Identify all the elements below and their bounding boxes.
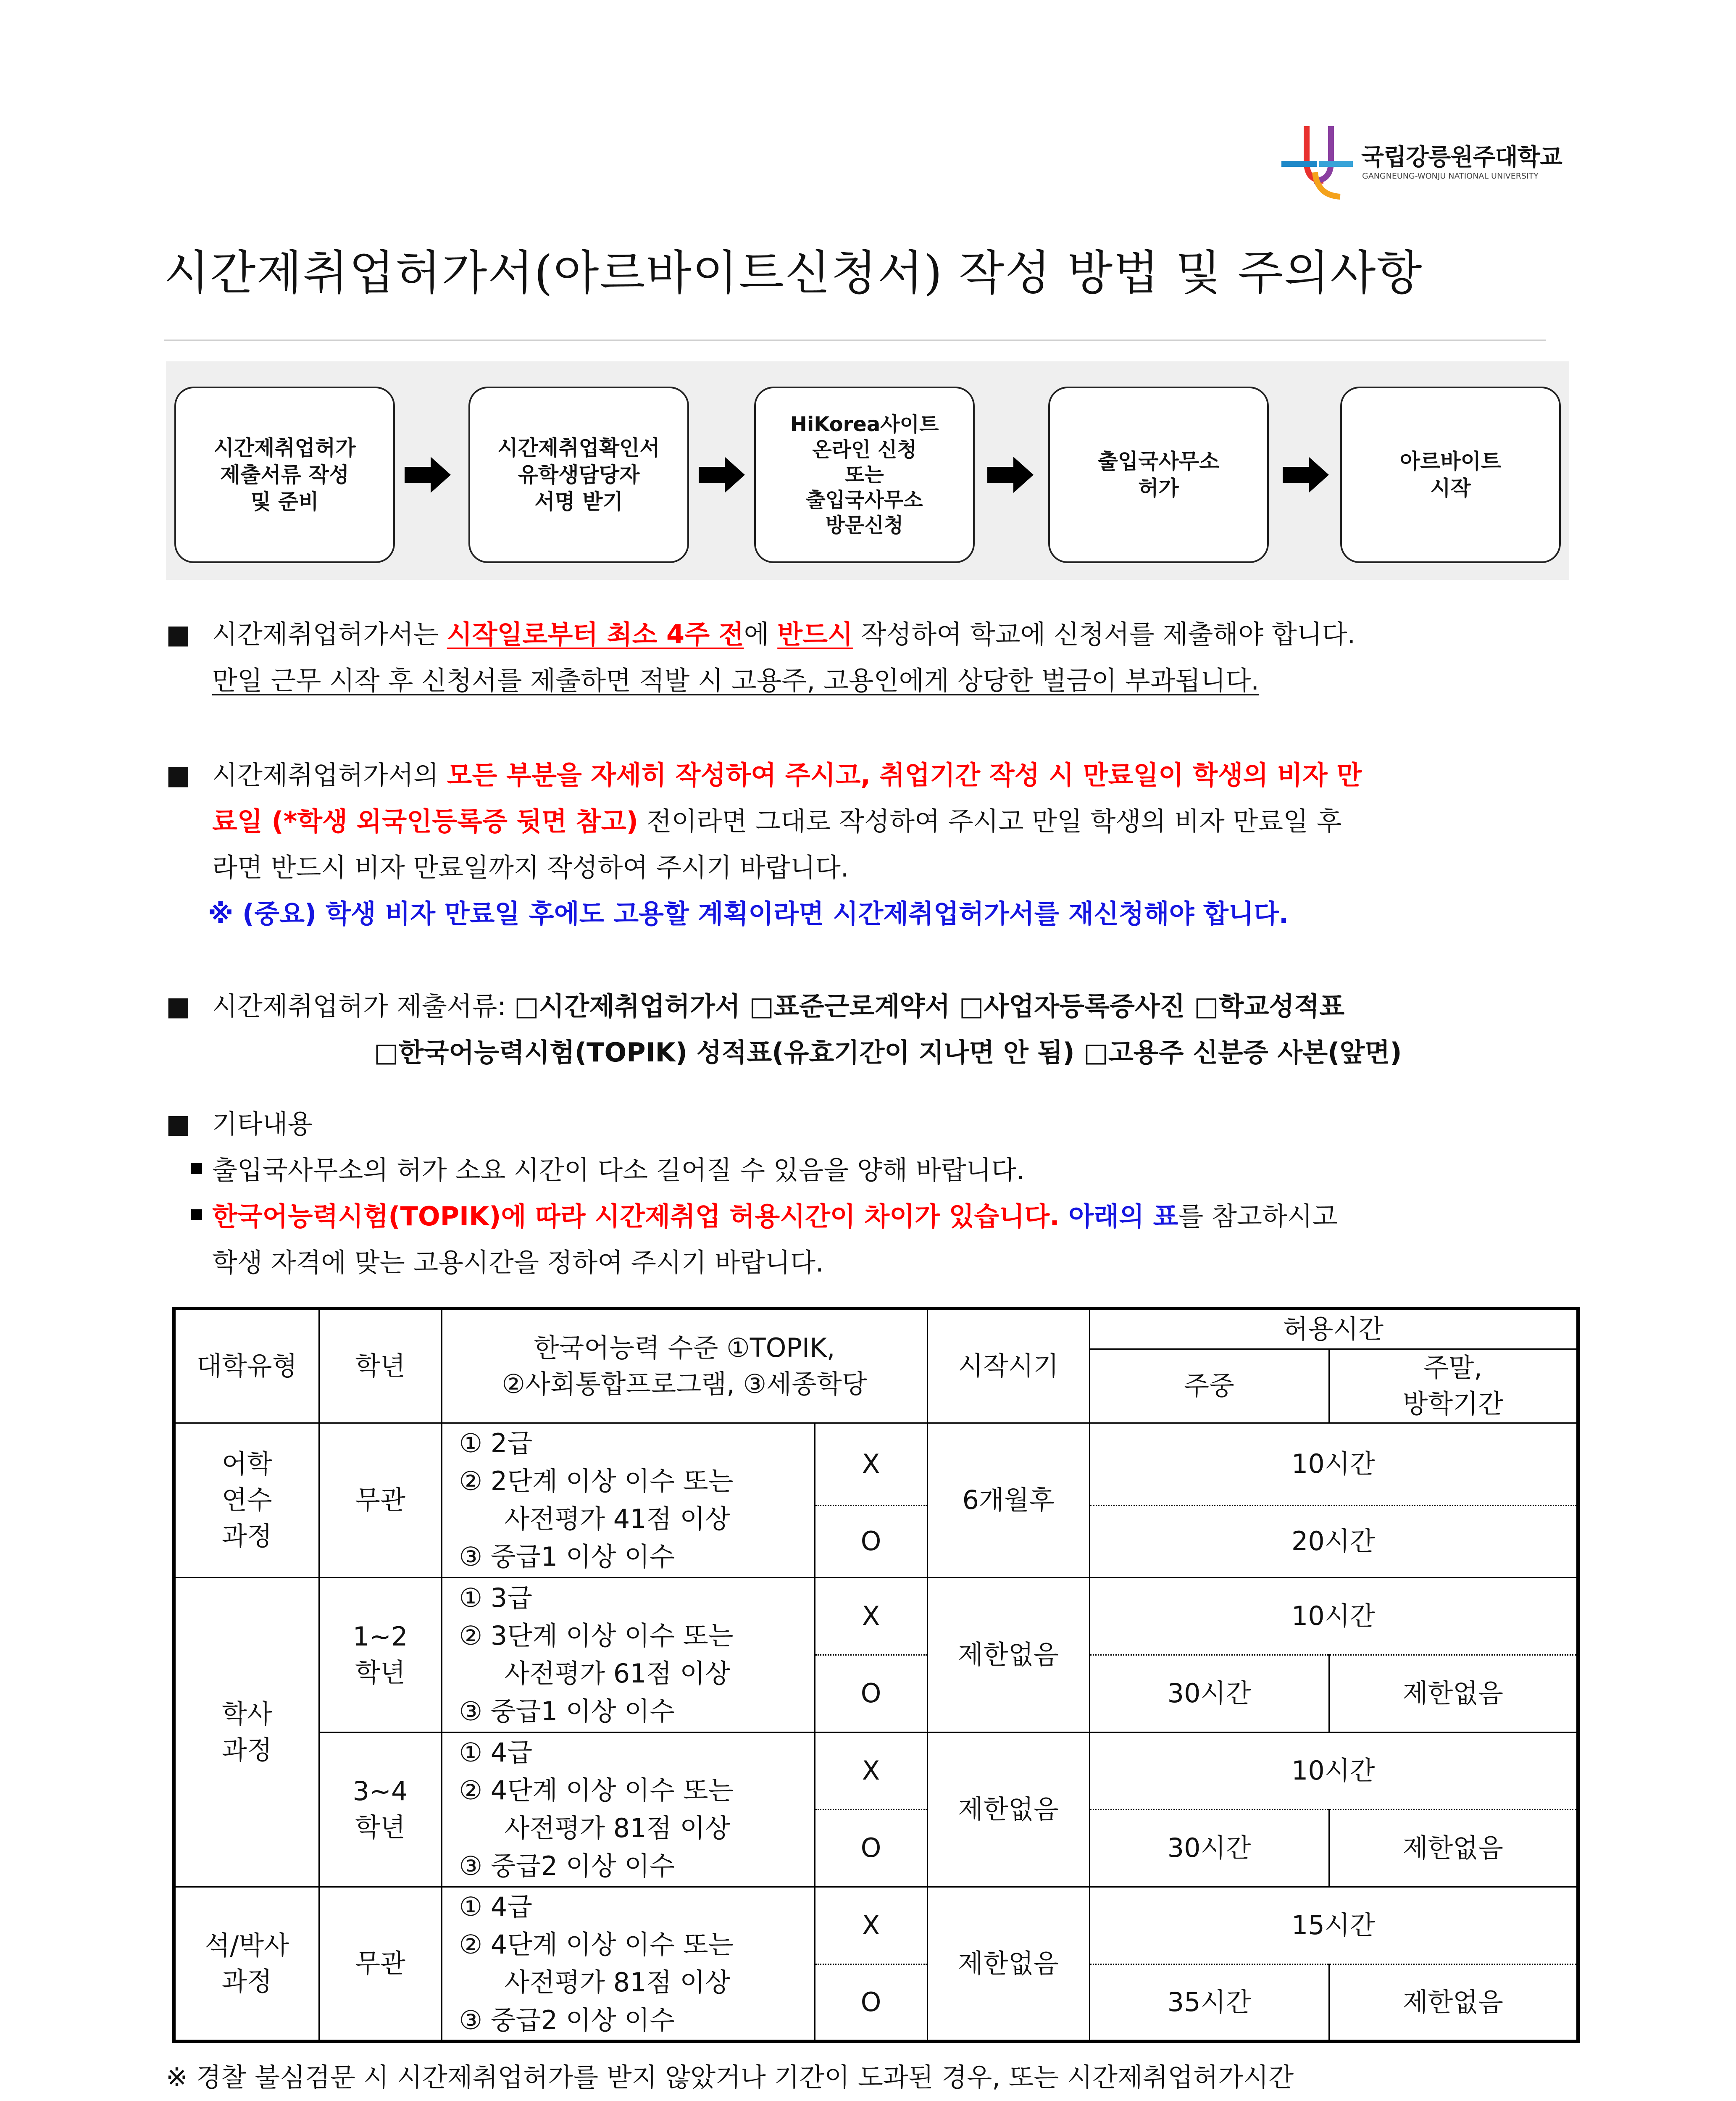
header-korean-level-line2: ②사회통합프로그램, ③세종학당 [502, 1369, 867, 1400]
university-logo [1277, 122, 1571, 206]
grade-cell [319, 1732, 442, 1887]
weekday-hours-cell: 35시간 [1089, 1964, 1329, 2041]
documents-line-2: □한국어능력시험(TOPIK) 성적표(유효기간이 지나면 안 됨) □고용주 신분증 사본(앞면) [374, 1037, 1402, 1068]
page-title: 시간제취업허가서(아르바이트신청서) 작성 방법 및 주의사항 [164, 246, 1423, 300]
header-weekend-line1: 주말, [1423, 1352, 1483, 1383]
level-line: 사전평가 81점 이상 [504, 1813, 731, 1843]
hours-cell: 10시간 [1089, 1732, 1578, 1809]
flow-step-5: 아르바이트 시작 [1340, 387, 1561, 563]
highlight-visa-expiry: 료일 (*학생 외국인등록증 뒷면 참고) [212, 806, 638, 837]
start-cell: 제한없음 [927, 1887, 1089, 2041]
mark-cell: O [815, 1505, 927, 1577]
section-deadline [166, 611, 1594, 712]
documents-list: □시간제취업허가서 □표준근로계약서 □사업자등록증사진 □학교성적표 [514, 991, 1345, 1022]
highlight-fill-out: 모든 부분을 자세히 작성하여 주시고, 취업기간 작성 시 만료일이 학생의 비자 만 [447, 760, 1362, 790]
header-weekend [1329, 1349, 1578, 1423]
process-flow [166, 361, 1569, 580]
level-line: ② 2단계 이상 이수 또는 [459, 1466, 734, 1496]
other-item-1: 출입국사무소의 허가 소요 시간이 다소 길어질 수 있음을 양해 바랍니다. [212, 1155, 1025, 1185]
type-label: 과정 [221, 1735, 272, 1765]
level-line: ① 3급 [459, 1582, 533, 1613]
documents-label: 시간제취업허가 제출서류: [212, 991, 515, 1022]
text: 시간제취업허가서는 [212, 619, 447, 650]
other-item-2 [212, 1193, 1338, 1240]
mark-cell: X [815, 1423, 927, 1505]
grade-label: 학년 [355, 1657, 405, 1688]
flow-step-4: 출입국사무소 허가 [1048, 387, 1269, 563]
type-cell [174, 1887, 319, 2041]
weekend-hours-cell: 제한없음 [1329, 1809, 1578, 1887]
deadline-line-2: 만일 근무 시작 후 신청서를 제출하면 적발 시 고용주, 고용인에게 상당한 벌금이 부과됩니다. [212, 665, 1259, 696]
weekday-hours-cell: 30시간 [1089, 1655, 1329, 1732]
mark-cell: O [815, 1655, 927, 1732]
highlight-must: 반드시 [777, 619, 853, 650]
hours-cell: 10시간 [1089, 1577, 1578, 1655]
arrow-right-icon [987, 457, 1034, 493]
weekend-hours-cell: 제한없음 [1329, 1655, 1578, 1732]
level-line: ① 4급 [459, 1891, 533, 1922]
level-line: ① 2급 [459, 1428, 533, 1459]
type-label: 석/박사 [205, 1930, 289, 1961]
hours-cell: 15시간 [1089, 1887, 1578, 1964]
type-label: 과정 [221, 1966, 272, 1997]
header-type: 대학유형 [174, 1309, 319, 1423]
arrow-right-icon [699, 457, 745, 493]
hours-cell: 10시간 [1089, 1423, 1578, 1505]
square-bullet-icon: ■ [166, 619, 191, 650]
level-line: ③ 중급2 이상 이수 [459, 1851, 675, 1881]
text: 를 참고하시고 [1178, 1201, 1338, 1232]
level-line: 사전평가 41점 이상 [504, 1503, 731, 1534]
grade-label: 3~4 [352, 1776, 408, 1806]
other-label: 기타내용 [212, 1108, 313, 1139]
level-cell [442, 1887, 815, 2041]
square-bullet-icon: ■ [166, 991, 191, 1022]
grade-label: 1~2 [352, 1621, 408, 1652]
header-grade: 학년 [319, 1309, 442, 1423]
small-bullet-icon [191, 1209, 202, 1220]
title-divider [164, 340, 1546, 341]
arrow-right-icon [405, 457, 451, 493]
footer-warning [166, 2054, 1594, 2101]
hours-cell: 20시간 [1089, 1505, 1578, 1577]
text: 시간제취업허가서의 [212, 760, 447, 790]
grade-cell: 무관 [319, 1423, 442, 1577]
level-line: 사전평가 61점 이상 [504, 1658, 731, 1689]
mark-cell: X [815, 1732, 927, 1809]
level-line: ② 4단계 이상 이수 또는 [459, 1929, 734, 1960]
flow-step-2: 시간제취업확인서 유학생담당자 서명 받기 [468, 387, 689, 563]
work-hours-table [172, 1307, 1580, 2043]
mark-cell: X [815, 1577, 927, 1655]
mark-cell: X [815, 1887, 927, 1964]
footer-line-1: ※ 경찰 불심검문 시 시간제취업허가를 받지 않았거나 기간이 도과된 경우, 또는 시간제취업허가시간 [166, 2062, 1294, 2093]
start-cell: 제한없음 [927, 1577, 1089, 1732]
text: 에 [744, 619, 778, 650]
weekday-hours-cell: 30시간 [1089, 1809, 1329, 1887]
level-cell [442, 1423, 815, 1577]
type-label: 과정 [221, 1521, 272, 1551]
type-label: 어학 [221, 1448, 272, 1479]
university-name-english: GANGNEUNG-WONJU NATIONAL UNIVERSITY [1362, 171, 1539, 181]
university-name: 국립강릉원주대학교 [1361, 144, 1562, 171]
deadline-line-1 [212, 611, 1355, 658]
header-korean-level-line1: 한국어능력 수준 ①TOPIK, [534, 1332, 835, 1364]
weekend-hours-cell: 제한없음 [1329, 1964, 1578, 2041]
arrow-right-icon [1283, 457, 1329, 493]
level-line: ③ 중급1 이상 이수 [459, 1541, 675, 1572]
small-bullet-icon [191, 1163, 202, 1174]
level-line: ② 4단계 이상 이수 또는 [459, 1775, 734, 1806]
mark-cell: O [815, 1964, 927, 2041]
type-label: 학사 [221, 1698, 272, 1729]
flow-step-1: 시간제취업허가 제출서류 작성 및 준비 [174, 387, 395, 563]
mark-cell: O [815, 1809, 927, 1887]
level-line: ③ 중급2 이상 이수 [459, 2004, 675, 2035]
grade-cell [319, 1577, 442, 1732]
other-item-2-line-2: 학생 자격에 맞는 고용시간을 정하여 주시기 바랍니다. [212, 1247, 824, 1278]
important-note: ※ (중요) 학생 비자 만료일 후에도 고용할 계획이라면 시간제취업허가서를 재신청해야 합니다. [208, 898, 1289, 929]
start-cell: 제한없음 [927, 1732, 1089, 1887]
grade-cell: 무관 [319, 1887, 442, 2041]
fill-out-line-1 [212, 752, 1362, 798]
level-line: ② 3단계 이상 이수 또는 [459, 1620, 734, 1651]
fill-out-line-3: 라면 반드시 비자 만료일까지 작성하여 주시기 바랍니다. [212, 852, 849, 883]
level-line: 사전평가 81점 이상 [504, 1967, 731, 1998]
highlight-topik: 한국어능력시험(TOPIK)에 따라 시간제취업 허용시간이 차이가 있습니다. [212, 1201, 1060, 1232]
highlight-deadline: 시작일로부터 최소 4주 전 [447, 619, 744, 650]
header-korean-level [442, 1309, 927, 1423]
level-line: ③ 중급1 이상 이수 [459, 1696, 675, 1727]
text: 작성하여 학교에 신청서를 제출해야 합니다. [852, 619, 1356, 650]
square-bullet-icon: ■ [166, 1108, 191, 1139]
fill-out-line-2 [212, 798, 1342, 845]
university-emblem-icon [1277, 122, 1357, 202]
grade-label: 학년 [355, 1812, 405, 1843]
section-fill-out [166, 752, 1594, 941]
flow-step-3: HiKorea사이트 온라인 신청 또는 출입국사무소 방문신청 [754, 387, 975, 563]
level-line: ① 4급 [459, 1737, 533, 1768]
type-label: 연수 [221, 1485, 272, 1515]
documents-line-1 [212, 983, 1344, 1029]
square-bullet-icon: ■ [166, 760, 191, 790]
header-start: 시작시기 [927, 1309, 1089, 1423]
section-documents [166, 983, 1594, 1084]
type-cell [174, 1423, 319, 1577]
text: 전이라면 그대로 작성하여 주시고 만일 학생의 비자 만료일 후 [638, 806, 1342, 837]
header-weekend-line2: 방학기간 [1402, 1388, 1504, 1419]
highlight-table-ref: 아래의 표 [1059, 1201, 1178, 1232]
type-cell [174, 1577, 319, 1887]
level-cell [442, 1577, 815, 1732]
header-weekday: 주중 [1089, 1349, 1329, 1423]
section-other [166, 1101, 1594, 1294]
level-cell [442, 1732, 815, 1887]
header-allowed-hours: 허용시간 [1089, 1309, 1578, 1349]
start-cell: 6개월후 [927, 1423, 1089, 1577]
